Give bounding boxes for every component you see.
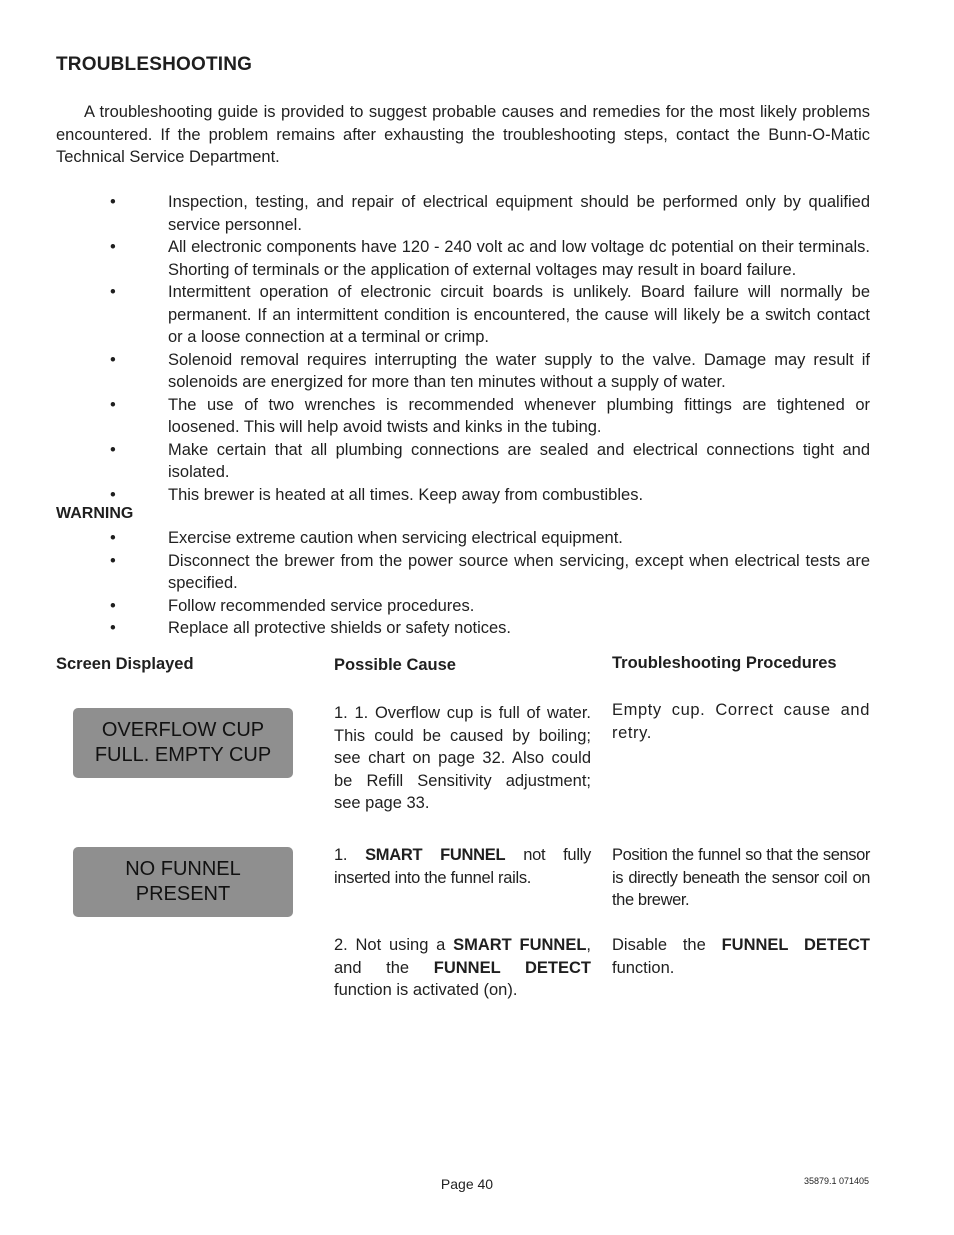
- screen-line: NO FUNNEL: [125, 858, 241, 880]
- document-code: 35879.1 071405: [804, 1176, 870, 1186]
- procedure-cell: Empty cup. Correct cause and retry.: [612, 701, 870, 742]
- list-item: [56, 550, 870, 595]
- bullet-icon: •: [110, 440, 116, 459]
- list-item-text: Solenoid removal requires interrupting the water supply to the valve. Damage may result if solenoids are energized for more than ten minutes without a supply of water.: [168, 350, 870, 391]
- list-item: [56, 236, 870, 281]
- procedure-keyword: FUNNEL DETECT: [721, 936, 870, 954]
- list-item-text: Replace all protective shields or safety notices.: [168, 619, 512, 637]
- cause-text: 2. Not using a: [334, 936, 454, 954]
- header-screen-displayed: Screen Displayed: [56, 655, 194, 673]
- cause-text: 1.: [334, 846, 366, 864]
- screen-display-overflow: [73, 708, 293, 778]
- header-troubleshooting-procedures: Troubleshooting Procedures: [612, 654, 837, 672]
- bullet-icon: •: [110, 551, 116, 570]
- list-item-text: Follow recommended service procedures.: [168, 596, 475, 615]
- bullet-icon: •: [110, 529, 116, 547]
- cause-keyword: SMART FUNNEL: [365, 846, 506, 864]
- bullet-icon: •: [110, 283, 116, 301]
- bullet-icon: •: [110, 619, 116, 637]
- page-title: TROUBLESHOOTING: [56, 54, 253, 75]
- bullet-icon: •: [110, 193, 116, 211]
- cause-text: not fully inserted into the funnel rails.: [334, 846, 591, 887]
- page-number: Page 40: [440, 1176, 494, 1192]
- screen-line: FULL. EMPTY CUP: [94, 744, 272, 766]
- cause-cell: [334, 844, 591, 889]
- intro-paragraph: A troubleshooting guide is provided to suggest probable causes and remedies for the most likely problems encountered. If the problem remains after exhausting the troubleshooting steps, contact the Bunn-O-Matic Technical Service Department.: [56, 103, 870, 166]
- screen-display-no-funnel: [73, 847, 293, 917]
- list-item-text: Make certain that all plumbing connections are sealed and electrical connections tight and isolated.: [168, 440, 870, 481]
- list-item-text: Disconnect the brewer from the power source when servicing, except when electrical tests are specified.: [168, 551, 870, 592]
- list-item: [56, 484, 870, 507]
- bullet-icon: •: [110, 395, 116, 414]
- caution-list: [56, 191, 870, 506]
- cause-keyword: FUNNEL DETECT: [433, 958, 591, 977]
- bullet-icon: •: [110, 350, 116, 369]
- cause-keyword: SMART FUNNEL: [453, 936, 587, 954]
- cause-text: , and the: [334, 936, 591, 977]
- list-item: [56, 439, 870, 484]
- warning-list: [56, 527, 870, 640]
- list-item-text: Inspection, testing, and repair of electrical equipment should be performed only by qualified service personnel.: [168, 193, 870, 234]
- list-item-text: Exercise extreme caution when servicing electrical equipment.: [168, 529, 623, 547]
- procedure-text: Disable the: [612, 936, 722, 954]
- cause-cell: 1. 1. Overflow cup is full of water. This could be caused by boiling; see chart on page 32. Also could be Refill Sensitivity adjustment; see page 33.: [334, 704, 591, 812]
- list-item-text: The use of two wrenches is recommended whenever plumbing fittings are tightened or loosened. This will help avoid twists and kinks in the tubing.: [168, 395, 870, 436]
- list-item: [56, 527, 870, 550]
- screen-line: PRESENT: [135, 883, 231, 905]
- list-item: [56, 191, 870, 236]
- list-item-text: All electronic components have 120 - 240 volt ac and low voltage dc potential on their terminals. Shorting of terminals or the application of external voltages may result in board failure.: [168, 238, 870, 279]
- cause-cell: [334, 934, 591, 1002]
- list-item-text: Intermittent operation of electronic circuit boards is unlikely. Board failure will normally be permanent. If an intermittent condition is encountered, the cause will likely be a switch contact or a loose connection at a terminal or crimp.: [168, 283, 870, 346]
- list-item: [56, 349, 870, 394]
- bullet-icon: •: [110, 596, 116, 615]
- warning-label: WARNING: [56, 505, 134, 522]
- cause-text: function is activated (on).: [334, 981, 518, 999]
- list-item: [56, 617, 870, 640]
- procedure-cell: [612, 934, 870, 979]
- bullet-icon: •: [110, 485, 116, 504]
- header-possible-cause: Possible Cause: [334, 656, 456, 674]
- list-item: [56, 394, 870, 439]
- list-item-text: This brewer is heated at all times. Keep away from combustibles.: [168, 485, 644, 504]
- list-item: [56, 281, 870, 349]
- procedure-cell: Position the funnel so that the sensor is directly beneath the sensor coil on the brewer.: [612, 846, 870, 909]
- screen-line: OVERFLOW CUP: [101, 719, 265, 741]
- procedure-text: function.: [612, 958, 675, 977]
- list-item: [56, 595, 870, 618]
- bullet-icon: •: [110, 238, 116, 256]
